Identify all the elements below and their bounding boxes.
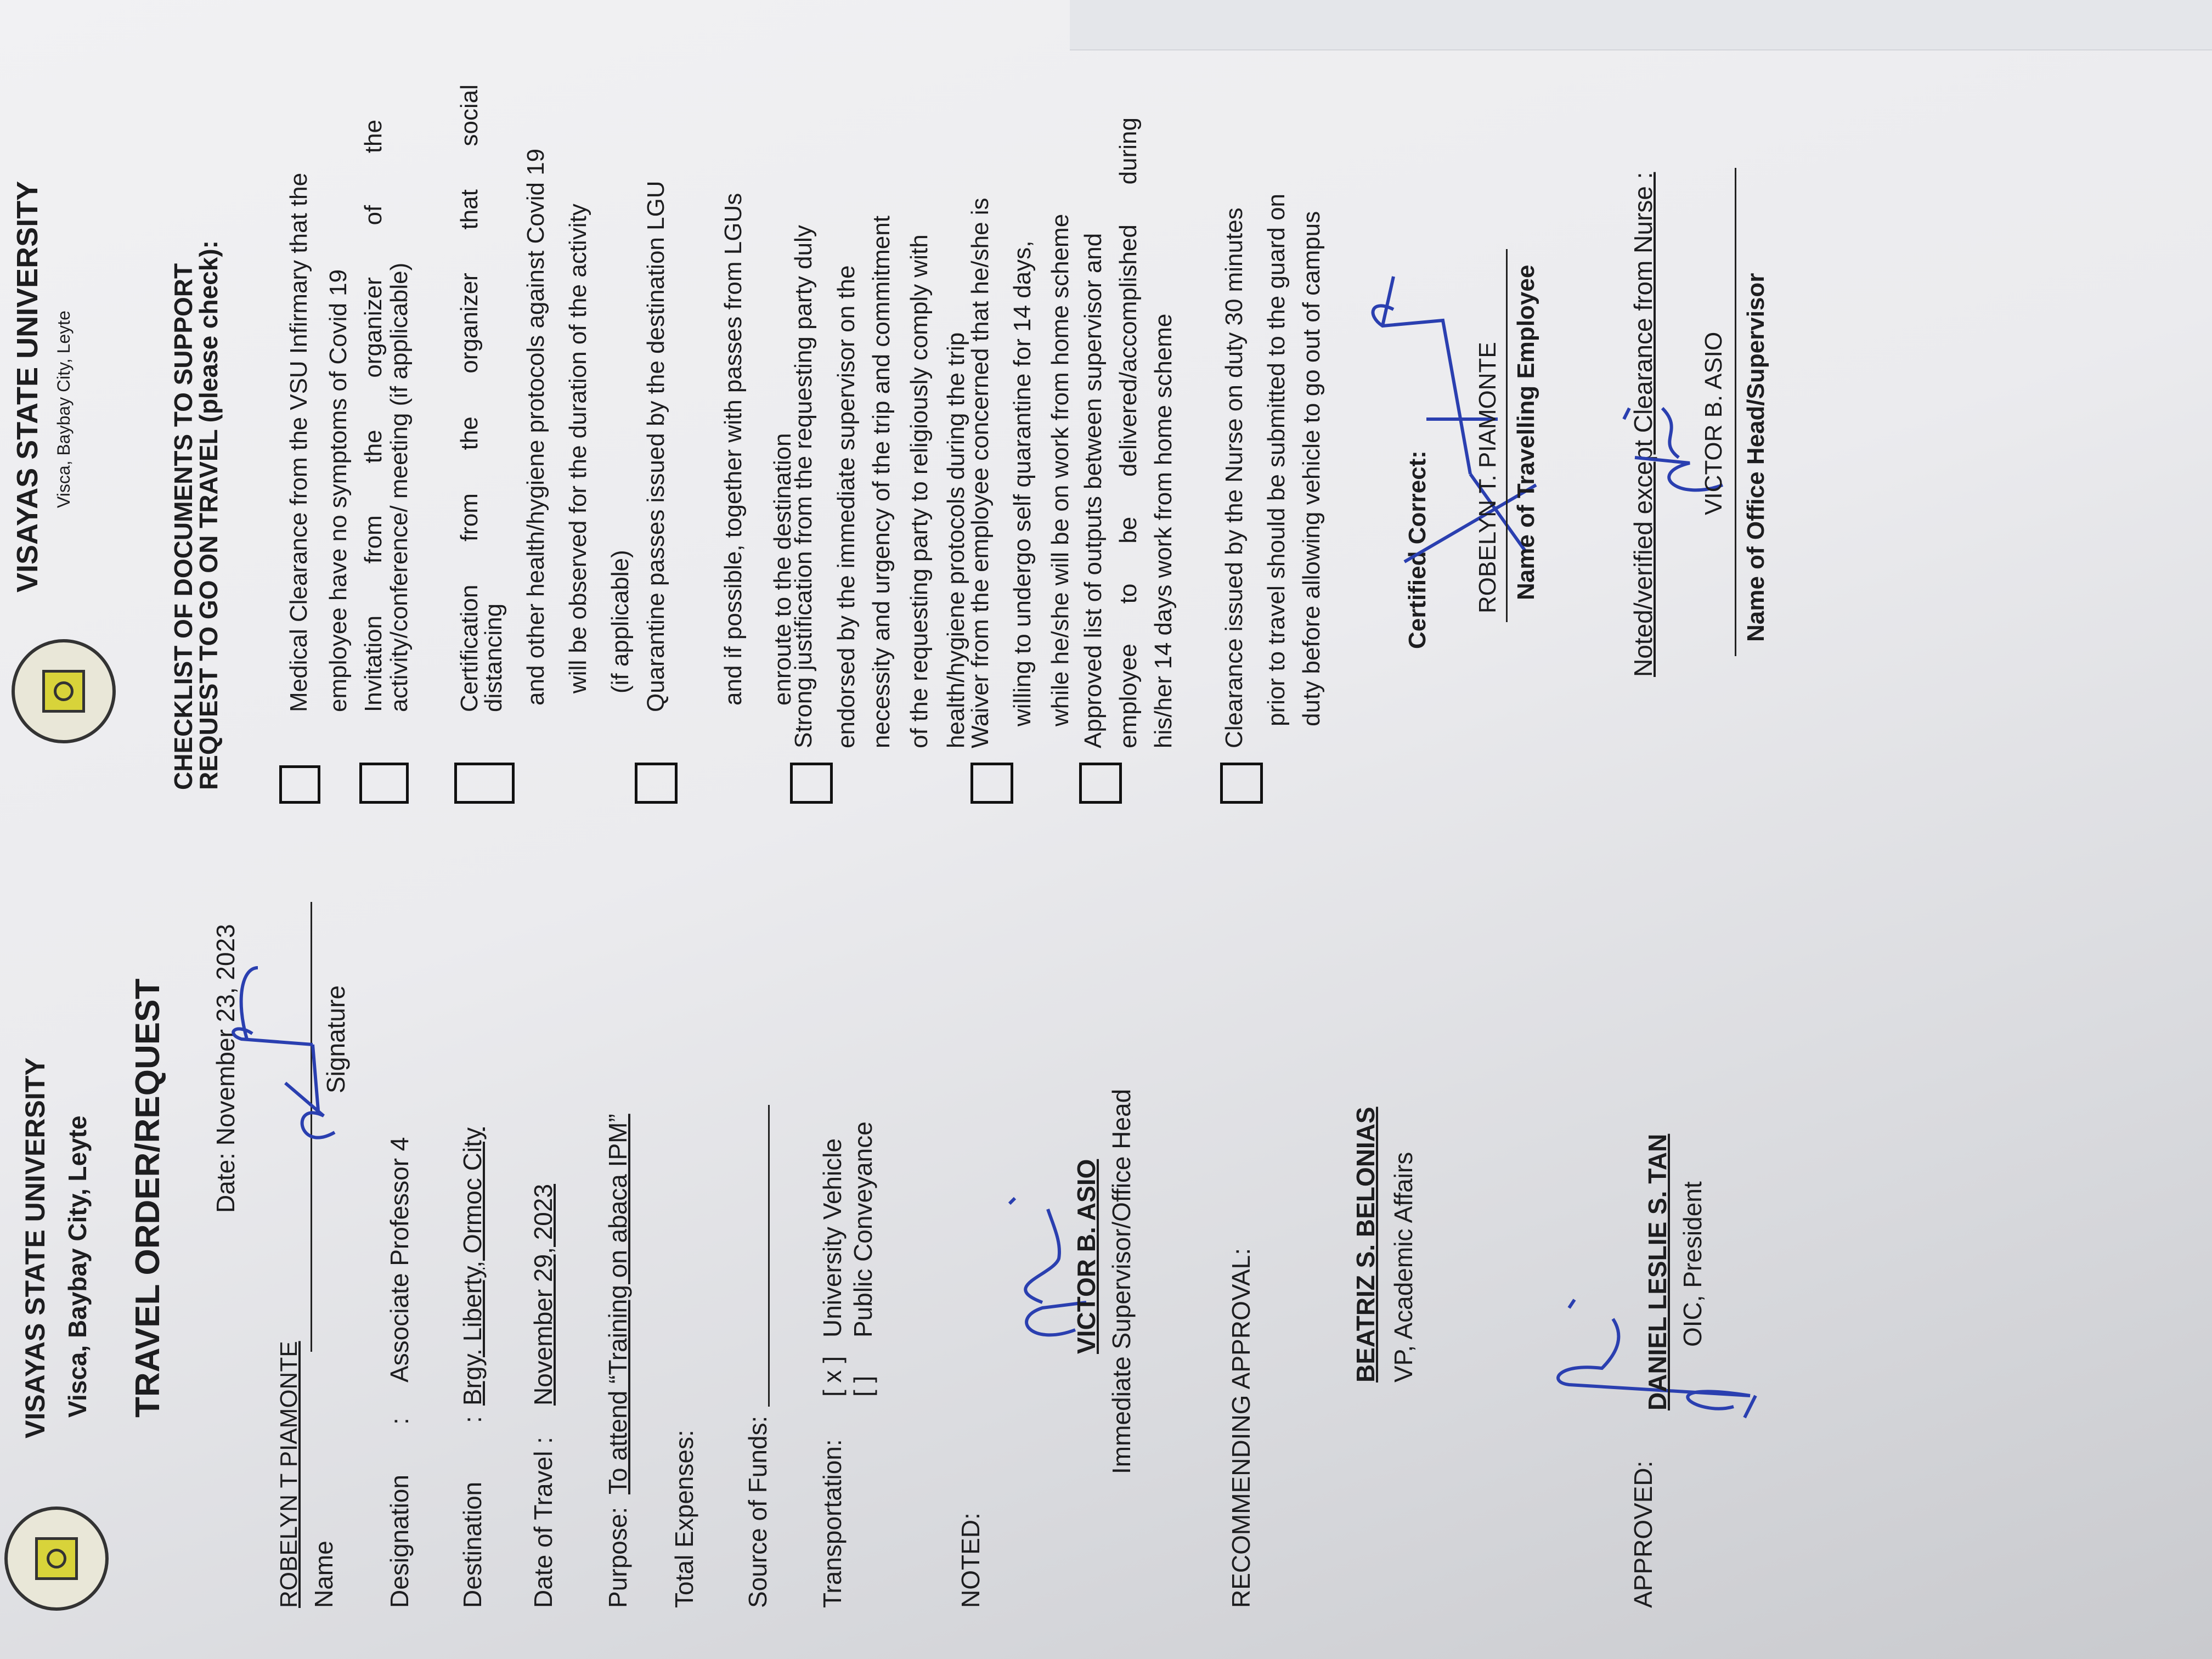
noted-signatory-name: VICTOR B. ASIO — [1072, 1159, 1101, 1354]
checklist-text: employee to be delivered/accomplished during — [1115, 117, 1142, 748]
checklist-text: Invitation from the organizer of the — [360, 120, 387, 712]
checklist-text: and other health/hygiene protocols against Covid 19 — [522, 148, 549, 706]
signature — [977, 1176, 1086, 1352]
purpose-label: Purpose: — [603, 1506, 632, 1608]
checklist-text: and if possible, together with passes from LGUs — [720, 193, 747, 706]
approved-signatory-title: OIC, President — [1678, 1181, 1707, 1347]
name-label: Name — [309, 1541, 338, 1608]
date-of-travel-value: November 29, 2023 — [529, 1183, 557, 1406]
approved-label: APPROVED: — [1629, 1460, 1657, 1608]
recommending-signatory-name: BEATRIZ S. BELONIAS — [1351, 1107, 1380, 1383]
name-value: ROBELYN T PIAMONTE — [275, 1341, 302, 1608]
request-date: Date: November 23, 2023 — [211, 924, 240, 1213]
checkbox-medical-clearance[interactable] — [279, 765, 320, 804]
checklist-text: willing to undergo self quarantine for 14 days, — [1009, 240, 1036, 726]
signature-label: Signature — [321, 985, 350, 1093]
signature — [230, 946, 351, 1165]
checklist-title: REQUEST TO GO ON TRAVEL (please check): — [194, 240, 223, 790]
checklist-text: Certification from the organizer that social — [456, 84, 483, 712]
noted-label: NOTED: — [956, 1513, 985, 1608]
checklist-text: Quarantine passes issued by the destination LGU — [642, 180, 669, 712]
purpose-value: To attend “Training on abaca IPM” — [603, 1114, 632, 1494]
checklist-text: necessity and urgency of the trip and commitment — [868, 216, 895, 748]
travelling-employee-label: Name of Travelling Employee — [1513, 264, 1539, 600]
colon: : — [385, 1418, 414, 1425]
checkbox-invitation[interactable] — [359, 763, 409, 804]
colon: : — [458, 1416, 487, 1423]
source-of-funds-blank — [768, 1105, 770, 1407]
university-seal-icon — [12, 639, 116, 743]
checklist-text: while he/she will be on work from home scheme — [1047, 213, 1074, 726]
university-address: Visca, Baybay City, Leyte — [54, 311, 74, 508]
checkbox-waiver[interactable] — [970, 763, 1013, 804]
certified-correct-label: Certified Correct: — [1404, 450, 1431, 649]
recommending-approval-label: RECOMMENDING APPROVAL: — [1227, 1248, 1255, 1608]
checkbox-quarantine-passes[interactable] — [635, 763, 678, 804]
transport-public-conveyance: Public Conveyance — [849, 1121, 877, 1338]
destination-label: Destination — [458, 1481, 487, 1608]
checkbox-approved-outputs[interactable] — [1079, 763, 1122, 804]
office-head-line — [1735, 168, 1736, 656]
checklist-text: of the requesting party to religiously comply with — [906, 234, 933, 748]
checklist-text: duty before allowing vehicle to go out of campus — [1298, 211, 1325, 726]
checklist-text: his/her 14 days work from home scheme — [1150, 313, 1177, 748]
checklist-text: will be observed for the duration of the activity — [565, 204, 591, 693]
designation-label: Designation — [385, 1475, 414, 1608]
checklist-text: enroute to the destination — [769, 433, 796, 706]
checklist-text: Waiver from the employee concerned that he/she is — [967, 198, 994, 748]
noted-signatory-title: Immediate Supervisor/Office Head — [1107, 1088, 1136, 1474]
checklist-text: distancing — [480, 603, 507, 712]
transport-mark-university: [ x ] — [818, 1356, 847, 1397]
transportation-label: Transportation: — [818, 1439, 847, 1608]
date-of-travel-label: Date of Travel : — [529, 1437, 557, 1608]
checklist-text: employee have no symptoms of Covid 19 — [325, 269, 352, 712]
checklist-text: Clearance issued by the Nurse on duty 30 minutes — [1221, 207, 1248, 748]
total-expenses-label: Total Expenses: — [670, 1430, 698, 1608]
checklist-text: activity/conference/ meeting (if applicable) — [386, 262, 413, 712]
designation-value: Associate Professor 4 — [385, 1137, 414, 1383]
office-head-name: VICTOR B. ASIO — [1700, 331, 1727, 515]
university-name: VISAYAS STATE UNIVERSITY — [11, 180, 44, 592]
checklist-text: Medical Clearance from the VSU Infirmary that the — [285, 172, 312, 712]
transport-mark-public: [ ] — [849, 1375, 877, 1397]
office-head-label: Name of Office Head/Supervisor — [1742, 273, 1769, 642]
page-title: TRAVEL ORDER/REQUEST — [129, 978, 167, 1418]
transport-university-vehicle: University Vehicle — [818, 1138, 847, 1338]
recommending-signatory-title: VP, Academic Affairs — [1389, 1152, 1418, 1383]
university-seal-icon — [4, 1506, 109, 1611]
signature — [1514, 1165, 1767, 1429]
destination-value: Brgy. Liberty, Ormoc City — [458, 1127, 487, 1406]
checklist-text: health/hygiene protocols during the trip — [943, 332, 969, 748]
university-name: VISAYAS STATE UNIVERSITY — [20, 1057, 50, 1438]
employee-name-line — [1506, 249, 1508, 622]
checklist-text: endorsed by the immediate supervisor on the — [833, 265, 860, 748]
checkbox-nurse-clearance[interactable] — [1220, 763, 1263, 804]
noted-verified-label: Noted/verified except Clearance from Nurse : — [1629, 172, 1657, 677]
checkbox-certification[interactable] — [454, 763, 515, 804]
travelling-employee-name: ROBELYN T. PIAMONTE — [1474, 342, 1501, 613]
checklist-title: CHECKLIST OF DOCUMENTS TO SUPPORT — [169, 263, 198, 790]
source-of-funds-label: Source of Funds: — [743, 1415, 772, 1608]
checklist-text: Strong justification from the requesting party duly — [790, 225, 817, 748]
checklist-text: Approved list of outputs between supervisor and — [1080, 233, 1107, 748]
checklist-text: prior to travel should be submitted to the guard on — [1263, 193, 1290, 726]
university-address: Visca, Baybay City, Leyte — [63, 1115, 92, 1418]
checkbox-strong-justification[interactable] — [790, 763, 833, 804]
checklist-text: (if applicable) — [607, 550, 634, 693]
approved-signatory-name: DANIEL LESLIE S. TAN — [1643, 1133, 1672, 1410]
